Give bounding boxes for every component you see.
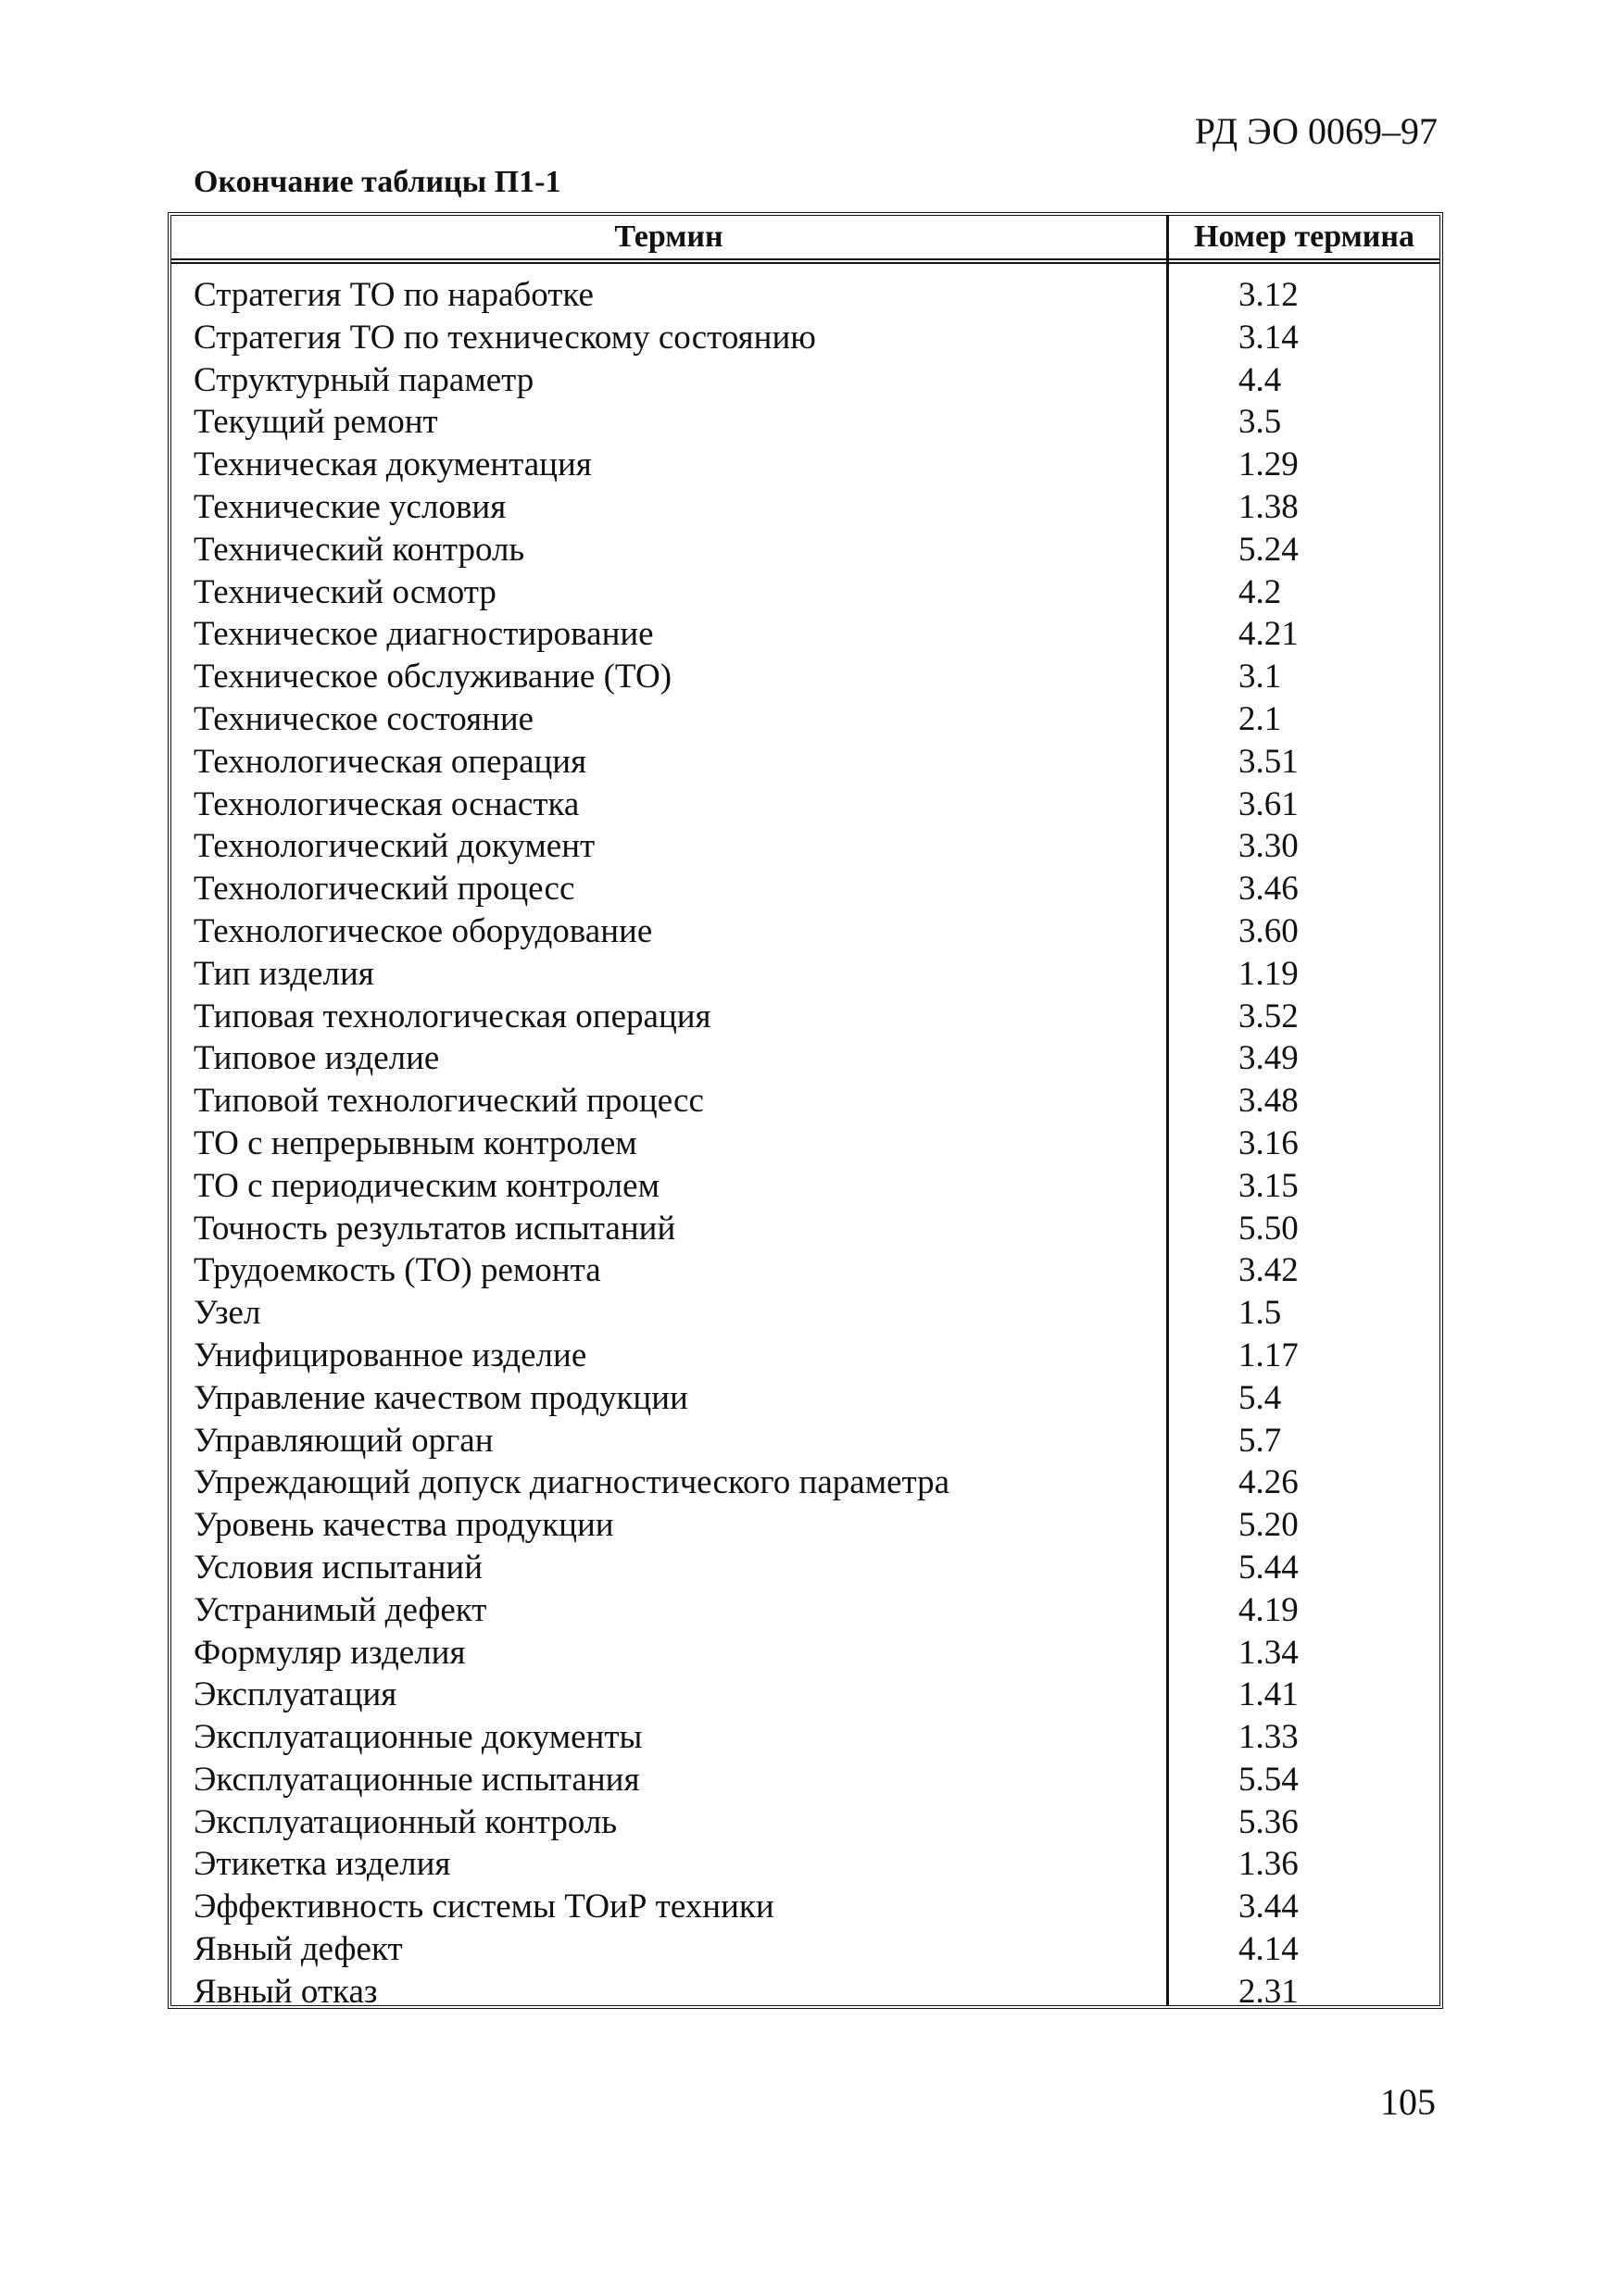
table-row	[171, 868, 1439, 910]
term-cell: Управляющий орган	[194, 1421, 494, 1460]
term-cell: Унифицированное изделие	[194, 1336, 587, 1374]
term-number-cell: 3.30	[1238, 827, 1299, 866]
term-cell: Типовой технологический процесс	[194, 1082, 704, 1121]
table-row	[171, 1080, 1439, 1123]
term-number-cell: 1.19	[1238, 954, 1299, 993]
term-cell: Стратегия ТО по наработке	[194, 276, 594, 314]
term-cell: Явный дефект	[194, 1930, 403, 1969]
term-number-cell: 3.60	[1238, 911, 1299, 950]
term-number-cell: 3.16	[1238, 1123, 1299, 1162]
table-row	[171, 910, 1439, 953]
table-row	[171, 1377, 1439, 1420]
term-cell: Технологическое оборудование	[194, 911, 653, 950]
term-cell: Явный отказ	[194, 1972, 378, 2011]
term-number-cell: 3.52	[1238, 997, 1299, 1035]
term-cell: ТО с периодическим контролем	[194, 1166, 660, 1205]
table-row	[171, 1335, 1439, 1377]
table-row	[171, 698, 1439, 741]
term-number-cell: 3.42	[1238, 1251, 1299, 1290]
term-cell: Эксплуатационный контроль	[194, 1802, 618, 1841]
term-number-cell: 4.2	[1238, 572, 1282, 611]
table-row	[171, 1632, 1439, 1675]
term-cell: Типовое изделие	[194, 1039, 440, 1078]
term-cell: Трудоемкость (ТО) ремонта	[194, 1251, 601, 1290]
term-number-cell: 5.20	[1238, 1506, 1299, 1545]
term-cell: Технический осмотр	[194, 572, 496, 611]
term-cell: Технологический процесс	[194, 870, 575, 909]
table-row	[171, 401, 1439, 444]
term-number-cell: 5.7	[1238, 1421, 1282, 1460]
term-cell: Устранимый дефект	[194, 1590, 487, 1629]
table-row	[171, 1971, 1439, 2014]
table-row	[171, 317, 1439, 359]
term-cell: Узел	[194, 1294, 261, 1333]
table-row	[171, 1886, 1439, 1928]
document-code: РД ЭО 0069–97	[1194, 110, 1438, 152]
table-row	[171, 1674, 1439, 1716]
term-cell: Эксплуатация	[194, 1675, 397, 1714]
table-row	[171, 1928, 1439, 1971]
table-row	[171, 1547, 1439, 1589]
term-cell: Этикетка изделия	[194, 1845, 451, 1884]
term-number-cell: 3.1	[1238, 658, 1282, 696]
term-number-cell: 3.49	[1238, 1039, 1299, 1078]
term-cell: Точность результатов испытаний	[194, 1209, 676, 1248]
table-row	[171, 529, 1439, 571]
table-row	[171, 1759, 1439, 1801]
term-cell: Эффективность системы ТОиР техники	[194, 1888, 774, 1926]
term-number-cell: 3.44	[1238, 1888, 1299, 1926]
term-number-cell: 4.21	[1238, 615, 1299, 654]
table-body	[171, 274, 1439, 2014]
table-row	[171, 656, 1439, 698]
term-number-cell: 3.48	[1238, 1082, 1299, 1121]
table-row	[171, 1504, 1439, 1547]
term-cell: Техническое диагностирование	[194, 615, 654, 654]
term-cell: Стратегия ТО по техническому состоянию	[194, 318, 816, 357]
term-cell: Технологический документ	[194, 827, 596, 866]
terms-table	[168, 212, 1443, 2009]
term-number-cell: 3.46	[1238, 870, 1299, 909]
table-row	[171, 1123, 1439, 1165]
table-header-row	[171, 216, 1439, 264]
term-number-cell: 5.50	[1238, 1209, 1299, 1248]
table-caption: Окончание таблицы П1-1	[194, 165, 561, 199]
term-number-cell: 5.54	[1238, 1760, 1299, 1799]
term-cell: Формуляр изделия	[194, 1633, 466, 1672]
term-cell: Структурный параметр	[194, 360, 534, 399]
term-cell: ТО с непрерывным контролем	[194, 1123, 637, 1162]
term-cell: Технологическая оснастка	[194, 784, 580, 823]
table-row	[171, 1589, 1439, 1632]
table-row	[171, 1462, 1439, 1504]
term-cell: Типовая технологическая операция	[194, 997, 711, 1035]
term-number-cell: 5.44	[1238, 1548, 1299, 1587]
term-number-cell: 5.36	[1238, 1802, 1299, 1841]
term-number-cell: 4.14	[1238, 1930, 1299, 1969]
table-row	[171, 486, 1439, 529]
table-row	[171, 613, 1439, 656]
table-row	[171, 1843, 1439, 1886]
table-row	[171, 1249, 1439, 1292]
term-cell: Управление качеством продукции	[194, 1378, 688, 1417]
term-number-cell: 1.38	[1238, 487, 1299, 526]
table-row	[171, 359, 1439, 402]
term-number-cell: 1.34	[1238, 1633, 1299, 1672]
term-number-cell: 2.31	[1238, 1972, 1299, 2011]
table-row	[171, 571, 1439, 614]
term-cell: Упреждающий допуск диагностического параметра	[194, 1463, 950, 1502]
term-cell: Тип изделия	[194, 954, 374, 993]
term-cell: Технологическая операция	[194, 742, 587, 781]
table-row	[171, 996, 1439, 1038]
term-number-cell: 4.19	[1238, 1590, 1299, 1629]
term-number-cell: 5.24	[1238, 530, 1299, 569]
term-cell: Техническое состояние	[194, 699, 534, 738]
table-row	[171, 1208, 1439, 1250]
term-number-cell: 2.1	[1238, 699, 1282, 738]
term-cell: Техническая документация	[194, 445, 592, 484]
table-row	[171, 444, 1439, 486]
table-row	[171, 741, 1439, 784]
term-number-cell: 3.12	[1238, 276, 1299, 314]
term-number-cell: 3.14	[1238, 318, 1299, 357]
term-cell: Эксплуатационные документы	[194, 1718, 643, 1757]
term-number-cell: 1.33	[1238, 1718, 1299, 1757]
column-header-number: Номер термина	[1194, 220, 1414, 254]
table-row	[171, 1292, 1439, 1335]
term-number-cell: 1.29	[1238, 445, 1299, 484]
table-row	[171, 1716, 1439, 1759]
table-row	[171, 784, 1439, 826]
term-cell: Уровень качества продукции	[194, 1506, 614, 1545]
table-row	[171, 1037, 1439, 1080]
term-number-cell: 3.5	[1238, 403, 1282, 442]
table-row	[171, 1801, 1439, 1844]
table-row	[171, 1420, 1439, 1462]
term-cell: Эксплуатационные испытания	[194, 1760, 640, 1799]
term-cell: Текущий ремонт	[194, 403, 438, 442]
table-row	[171, 1165, 1439, 1208]
term-number-cell: 1.5	[1238, 1294, 1282, 1333]
term-cell: Технические условия	[194, 487, 507, 526]
table-row	[171, 953, 1439, 996]
column-header-term: Термин	[614, 220, 723, 254]
term-number-cell: 1.36	[1238, 1845, 1299, 1884]
term-number-cell: 4.4	[1238, 360, 1282, 399]
term-number-cell: 1.41	[1238, 1675, 1299, 1714]
table-row	[171, 825, 1439, 868]
page-number: 105	[1380, 2081, 1436, 2123]
term-number-cell: 3.61	[1238, 784, 1299, 823]
term-number-cell: 3.51	[1238, 742, 1299, 781]
term-number-cell: 5.4	[1238, 1378, 1282, 1417]
term-cell: Условия испытаний	[194, 1548, 484, 1587]
term-cell: Техническое обслуживание (ТО)	[194, 658, 672, 696]
term-cell: Технический контроль	[194, 530, 525, 569]
term-number-cell: 3.15	[1238, 1166, 1299, 1205]
term-number-cell: 1.17	[1238, 1336, 1299, 1374]
table-row	[171, 274, 1439, 317]
term-number-cell: 4.26	[1238, 1463, 1299, 1502]
